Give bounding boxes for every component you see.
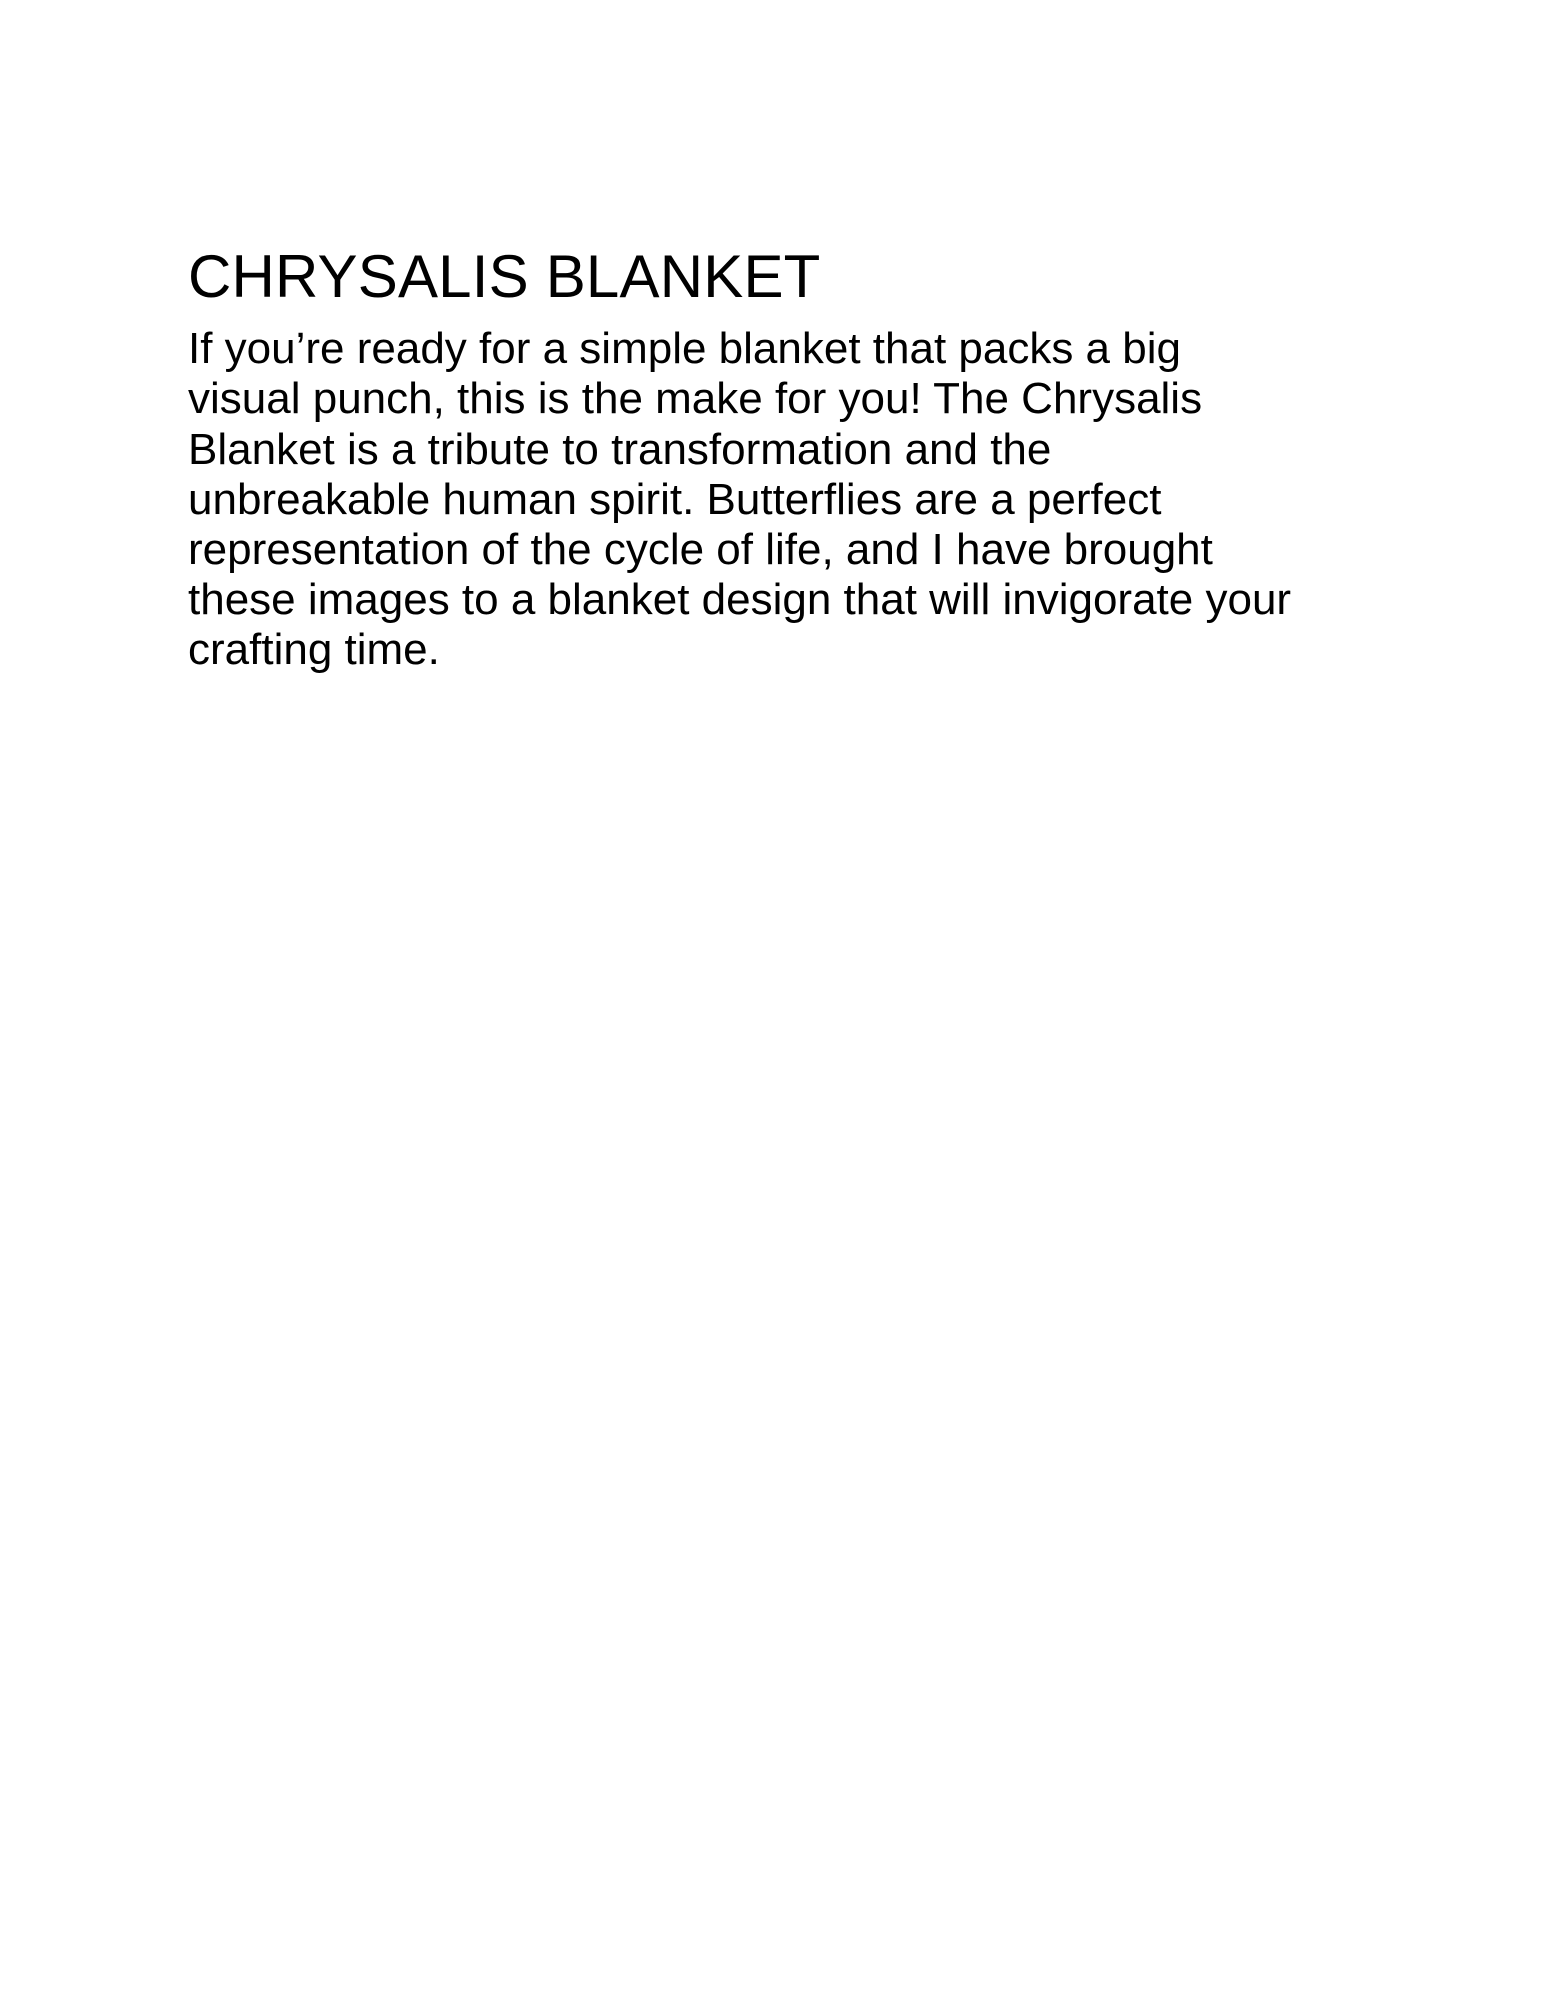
document-content [188,243,1318,675]
body-paragraph: If you’re ready for a simple blanket that packs a big visual punch, this is the make for you! The Chrysalis Blanket is a tribute to transformation and the unbreakable human spirit. Butterflies are a perfect representation of the cycle of life, and I have brought these images to a blanket design that will invigorate your crafting time. [188,324,1292,675]
page-title: CHRYSALIS BLANKET [188,243,821,310]
